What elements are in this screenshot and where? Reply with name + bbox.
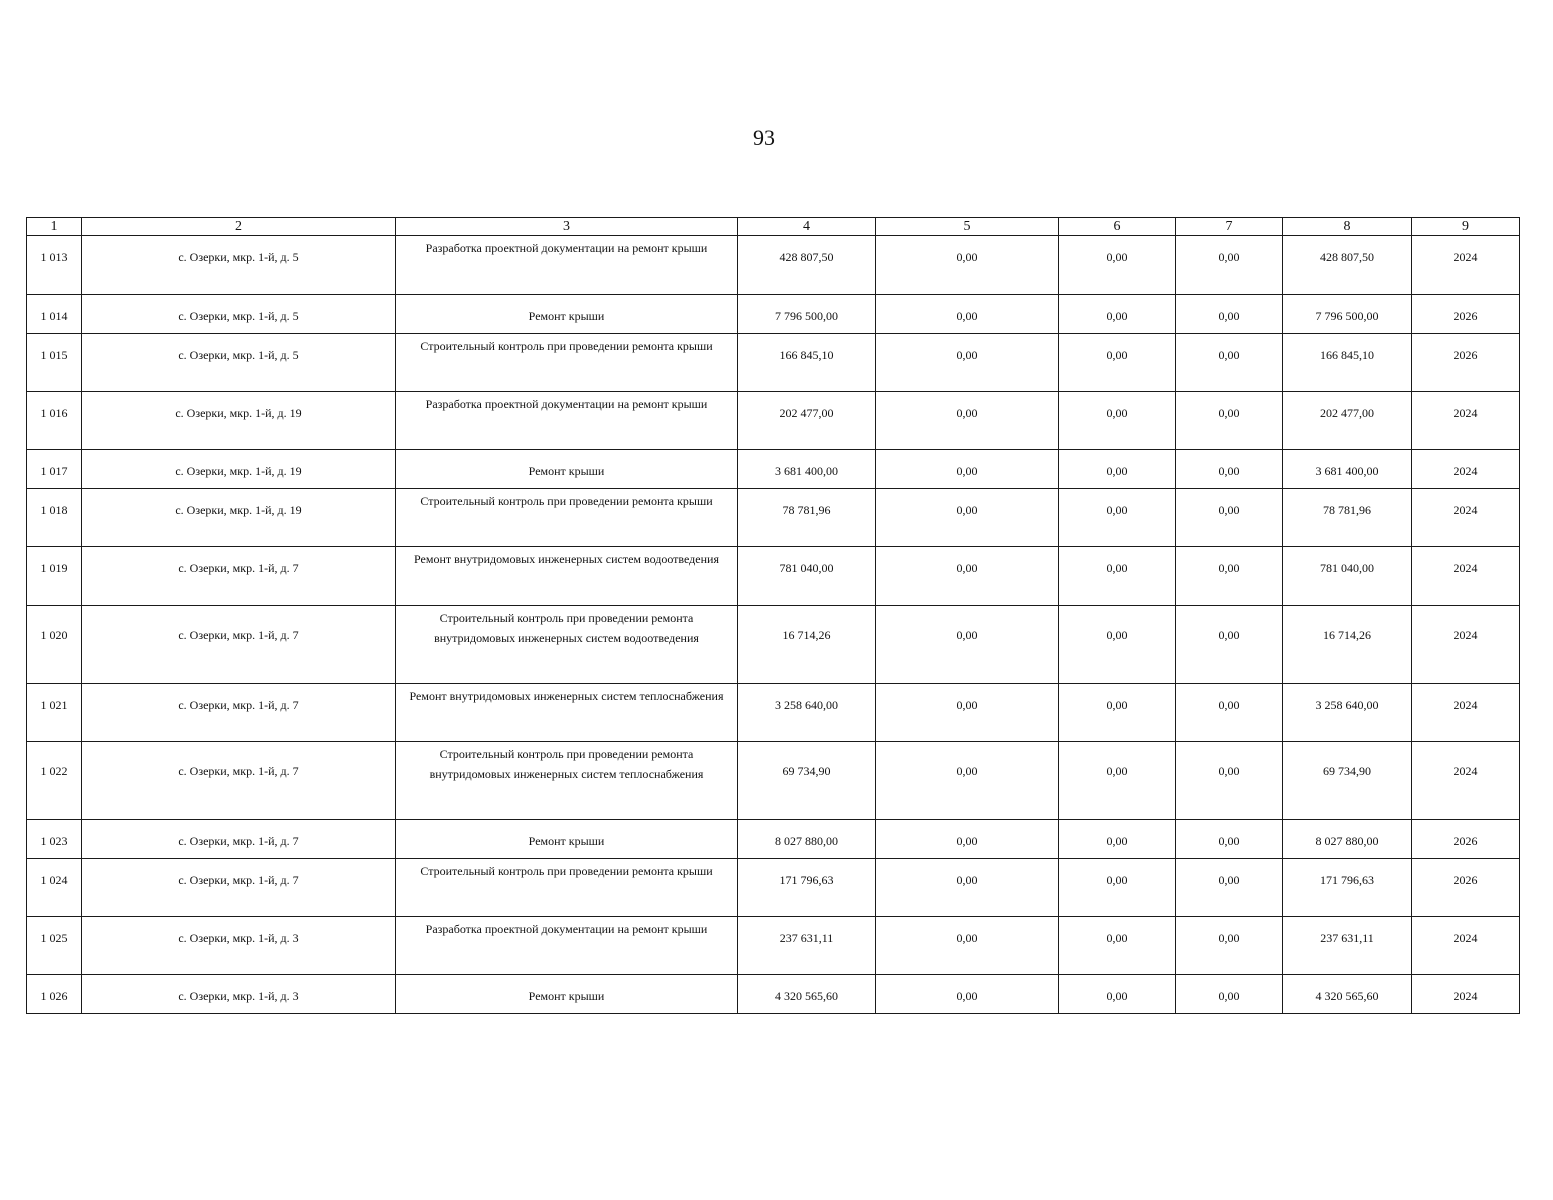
work-type-cell: Разработка проектной документации на ремонт крыши: [396, 392, 738, 450]
value-cell-8: 16 714,26: [1283, 606, 1412, 684]
row-number: 1 021: [27, 684, 82, 742]
row-number: 1 017: [27, 450, 82, 489]
year-cell: 2024: [1412, 547, 1520, 606]
value-cell-8: 78 781,96: [1283, 489, 1412, 547]
total-cost-cell: 781 040,00: [738, 547, 876, 606]
value-cell-5: 0,00: [876, 547, 1059, 606]
total-cost-cell: 237 631,11: [738, 917, 876, 975]
row-number: 1 020: [27, 606, 82, 684]
row-number: 1 018: [27, 489, 82, 547]
value-cell-7: 0,00: [1176, 547, 1283, 606]
total-cost-cell: 171 796,63: [738, 859, 876, 917]
value-cell-8: 7 796 500,00: [1283, 295, 1412, 334]
work-type-cell: Ремонт крыши: [396, 295, 738, 334]
address-cell: с. Озерки, мкр. 1-й, д. 7: [82, 820, 396, 859]
value-cell-7: 0,00: [1176, 236, 1283, 295]
work-type-cell: Ремонт внутридомовых инженерных систем теплоснабжения: [396, 684, 738, 742]
value-cell-8: 3 681 400,00: [1283, 450, 1412, 489]
value-cell-5: 0,00: [876, 742, 1059, 820]
table-row: [27, 489, 1520, 547]
total-cost-cell: 428 807,50: [738, 236, 876, 295]
value-cell-5: 0,00: [876, 820, 1059, 859]
value-cell-6: 0,00: [1059, 392, 1176, 450]
table-row: [27, 742, 1520, 820]
address-cell: с. Озерки, мкр. 1-й, д. 7: [82, 606, 396, 684]
value-cell-7: 0,00: [1176, 684, 1283, 742]
value-cell-6: 0,00: [1059, 236, 1176, 295]
column-header-7: 7: [1176, 218, 1283, 236]
table-row: [27, 392, 1520, 450]
total-cost-cell: 7 796 500,00: [738, 295, 876, 334]
column-number-row: [27, 218, 1520, 236]
value-cell-5: 0,00: [876, 684, 1059, 742]
column-header-1: 1: [27, 218, 82, 236]
address-cell: с. Озерки, мкр. 1-й, д. 3: [82, 917, 396, 975]
address-cell: с. Озерки, мкр. 1-й, д. 19: [82, 450, 396, 489]
year-cell: 2024: [1412, 917, 1520, 975]
year-cell: 2024: [1412, 392, 1520, 450]
value-cell-7: 0,00: [1176, 859, 1283, 917]
column-header-5: 5: [876, 218, 1059, 236]
column-header-6: 6: [1059, 218, 1176, 236]
work-type-cell: Строительный контроль при проведении ремонта крыши: [396, 334, 738, 392]
table-row: [27, 820, 1520, 859]
year-cell: 2024: [1412, 489, 1520, 547]
value-cell-6: 0,00: [1059, 820, 1176, 859]
value-cell-7: 0,00: [1176, 917, 1283, 975]
value-cell-8: 428 807,50: [1283, 236, 1412, 295]
address-cell: с. Озерки, мкр. 1-й, д. 19: [82, 392, 396, 450]
address-cell: с. Озерки, мкр. 1-й, д. 19: [82, 489, 396, 547]
address-cell: с. Озерки, мкр. 1-й, д. 7: [82, 742, 396, 820]
row-number: 1 013: [27, 236, 82, 295]
value-cell-6: 0,00: [1059, 975, 1176, 1014]
work-type-cell: Разработка проектной документации на ремонт крыши: [396, 236, 738, 295]
table-row: [27, 236, 1520, 295]
value-cell-6: 0,00: [1059, 547, 1176, 606]
row-number: 1 014: [27, 295, 82, 334]
value-cell-5: 0,00: [876, 489, 1059, 547]
value-cell-5: 0,00: [876, 917, 1059, 975]
value-cell-8: 202 477,00: [1283, 392, 1412, 450]
address-cell: с. Озерки, мкр. 1-й, д. 7: [82, 859, 396, 917]
value-cell-8: 4 320 565,60: [1283, 975, 1412, 1014]
table-row: [27, 684, 1520, 742]
value-cell-6: 0,00: [1059, 295, 1176, 334]
value-cell-5: 0,00: [876, 295, 1059, 334]
work-type-cell: Ремонт внутридомовых инженерных систем водоотведения: [396, 547, 738, 606]
column-header-9: 9: [1412, 218, 1520, 236]
total-cost-cell: 16 714,26: [738, 606, 876, 684]
value-cell-6: 0,00: [1059, 450, 1176, 489]
value-cell-8: 8 027 880,00: [1283, 820, 1412, 859]
total-cost-cell: 4 320 565,60: [738, 975, 876, 1014]
value-cell-6: 0,00: [1059, 859, 1176, 917]
repair-register-table: [26, 217, 1520, 1014]
total-cost-cell: 78 781,96: [738, 489, 876, 547]
row-number: 1 025: [27, 917, 82, 975]
table-row: [27, 975, 1520, 1014]
value-cell-8: 237 631,11: [1283, 917, 1412, 975]
value-cell-6: 0,00: [1059, 606, 1176, 684]
year-cell: 2024: [1412, 684, 1520, 742]
value-cell-8: 171 796,63: [1283, 859, 1412, 917]
table-row: [27, 917, 1520, 975]
year-cell: 2026: [1412, 295, 1520, 334]
total-cost-cell: 8 027 880,00: [738, 820, 876, 859]
column-header-8: 8: [1283, 218, 1412, 236]
work-type-cell: Строительный контроль при проведении ремонта крыши: [396, 859, 738, 917]
address-cell: с. Озерки, мкр. 1-й, д. 3: [82, 975, 396, 1014]
value-cell-6: 0,00: [1059, 334, 1176, 392]
row-number: 1 015: [27, 334, 82, 392]
value-cell-8: 3 258 640,00: [1283, 684, 1412, 742]
value-cell-6: 0,00: [1059, 917, 1176, 975]
value-cell-6: 0,00: [1059, 742, 1176, 820]
page-number: 93: [753, 125, 775, 150]
table-row: [27, 334, 1520, 392]
address-cell: с. Озерки, мкр. 1-й, д. 5: [82, 236, 396, 295]
value-cell-7: 0,00: [1176, 450, 1283, 489]
table-row: [27, 859, 1520, 917]
year-cell: 2024: [1412, 450, 1520, 489]
work-type-cell: Строительный контроль при проведении ремонта внутридомовых инженерных систем водоотведения: [396, 606, 738, 684]
table-row: [27, 547, 1520, 606]
column-header-2: 2: [82, 218, 396, 236]
total-cost-cell: 3 681 400,00: [738, 450, 876, 489]
total-cost-cell: 166 845,10: [738, 334, 876, 392]
total-cost-cell: 69 734,90: [738, 742, 876, 820]
address-cell: с. Озерки, мкр. 1-й, д. 5: [82, 295, 396, 334]
value-cell-7: 0,00: [1176, 489, 1283, 547]
year-cell: 2024: [1412, 742, 1520, 820]
value-cell-5: 0,00: [876, 450, 1059, 489]
row-number: 1 016: [27, 392, 82, 450]
value-cell-7: 0,00: [1176, 295, 1283, 334]
value-cell-6: 0,00: [1059, 489, 1176, 547]
address-cell: с. Озерки, мкр. 1-й, д. 7: [82, 547, 396, 606]
year-cell: 2024: [1412, 975, 1520, 1014]
column-header-3: 3: [396, 218, 738, 236]
row-number: 1 022: [27, 742, 82, 820]
value-cell-8: 166 845,10: [1283, 334, 1412, 392]
value-cell-8: 781 040,00: [1283, 547, 1412, 606]
value-cell-7: 0,00: [1176, 820, 1283, 859]
year-cell: 2024: [1412, 236, 1520, 295]
address-cell: с. Озерки, мкр. 1-й, д. 7: [82, 684, 396, 742]
year-cell: 2026: [1412, 859, 1520, 917]
row-number: 1 026: [27, 975, 82, 1014]
value-cell-5: 0,00: [876, 606, 1059, 684]
year-cell: 2026: [1412, 820, 1520, 859]
row-number: 1 023: [27, 820, 82, 859]
value-cell-7: 0,00: [1176, 392, 1283, 450]
value-cell-7: 0,00: [1176, 334, 1283, 392]
year-cell: 2024: [1412, 606, 1520, 684]
work-type-cell: Разработка проектной документации на ремонт крыши: [396, 917, 738, 975]
value-cell-5: 0,00: [876, 859, 1059, 917]
value-cell-7: 0,00: [1176, 742, 1283, 820]
total-cost-cell: 202 477,00: [738, 392, 876, 450]
value-cell-5: 0,00: [876, 392, 1059, 450]
column-header-4: 4: [738, 218, 876, 236]
work-type-cell: Строительный контроль при проведении ремонта крыши: [396, 489, 738, 547]
value-cell-8: 69 734,90: [1283, 742, 1412, 820]
row-number: 1 019: [27, 547, 82, 606]
value-cell-7: 0,00: [1176, 975, 1283, 1014]
value-cell-6: 0,00: [1059, 684, 1176, 742]
value-cell-5: 0,00: [876, 236, 1059, 295]
work-type-cell: Ремонт крыши: [396, 820, 738, 859]
total-cost-cell: 3 258 640,00: [738, 684, 876, 742]
row-number: 1 024: [27, 859, 82, 917]
table-row: [27, 606, 1520, 684]
table-row: [27, 450, 1520, 489]
work-type-cell: Строительный контроль при проведении ремонта внутридомовых инженерных систем теплоснабжения: [396, 742, 738, 820]
work-type-cell: Ремонт крыши: [396, 975, 738, 1014]
work-type-cell: Ремонт крыши: [396, 450, 738, 489]
value-cell-5: 0,00: [876, 975, 1059, 1014]
value-cell-7: 0,00: [1176, 606, 1283, 684]
value-cell-5: 0,00: [876, 334, 1059, 392]
table-row: [27, 295, 1520, 334]
year-cell: 2026: [1412, 334, 1520, 392]
address-cell: с. Озерки, мкр. 1-й, д. 5: [82, 334, 396, 392]
